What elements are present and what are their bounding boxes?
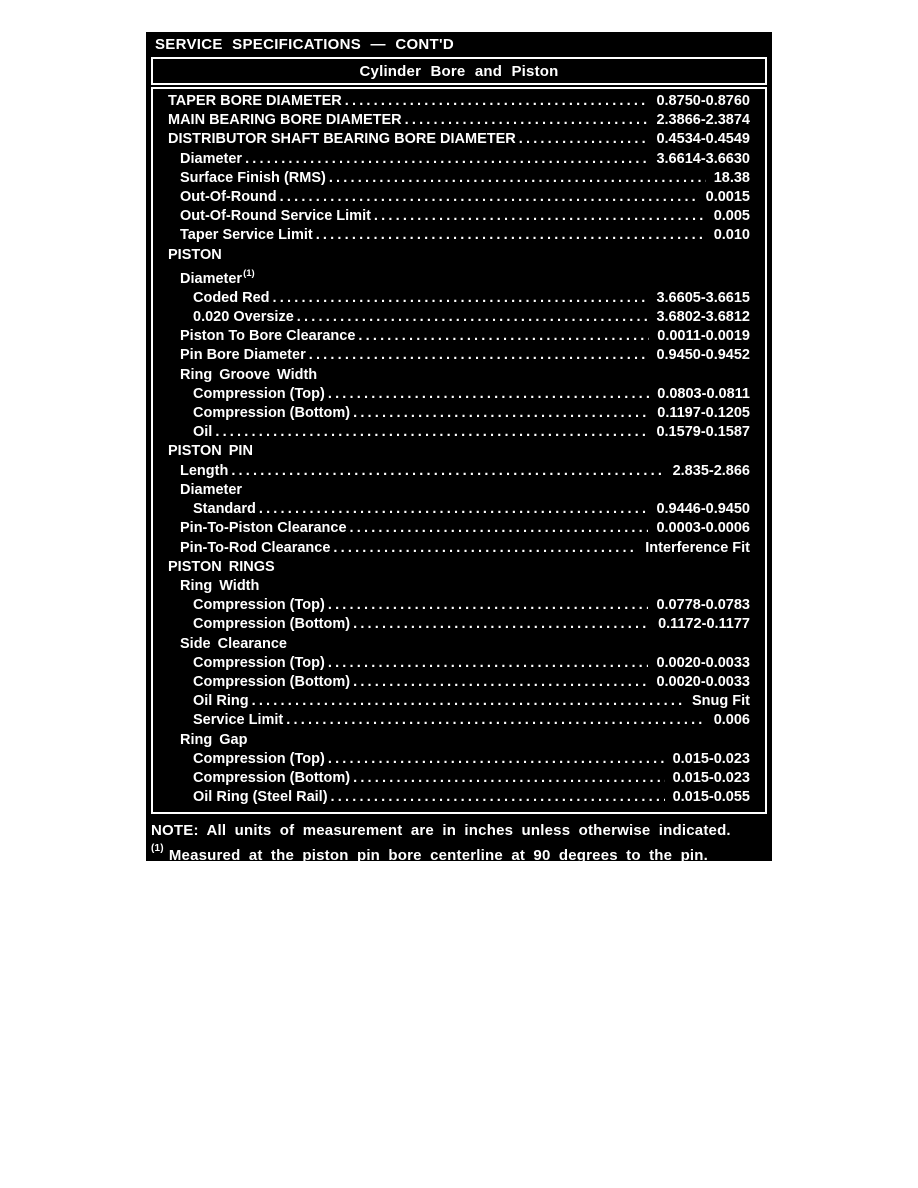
spec-value: 0.9450-0.9452 [656,347,750,364]
spec-label: Ring Width [180,577,260,594]
spec-value: 0.4534-0.4549 [656,131,750,148]
spec-footnote-ref: (1) [243,267,255,279]
spec-label: MAIN BEARING BORE DIAMETER [168,112,402,129]
spec-value: 3.6614-3.6630 [656,150,750,167]
spec-value: 2.3866-2.3874 [656,112,750,129]
spec-row [168,692,750,711]
spec-label: Surface Finish (RMS) [180,169,326,186]
spec-row [168,711,750,730]
spec-value: 0.1579-0.1587 [656,424,750,441]
spec-label: Side Clearance [180,635,287,652]
spec-row [168,615,750,634]
spec-value: 0.0011-0.0019 [657,328,750,345]
dotted-leader [328,596,649,615]
dotted-leader [405,111,649,130]
dotted-leader [519,130,649,149]
spec-label: Length [180,462,229,479]
spec-label: Compression (Bottom) [193,405,351,422]
spec-label: Standard [193,501,256,518]
spec-value: 0.0020-0.0033 [656,654,750,671]
dotted-leader [286,711,705,730]
spec-label: Pin-To-Rod Clearance [180,539,331,556]
spec-label: PISTON PIN [168,443,253,460]
spec-label: Compression (Top) [193,654,325,671]
spec-label: Ring Groove Width [180,366,318,383]
dotted-leader [280,188,698,207]
spec-label: Oil Ring [193,693,249,710]
footnote-line [151,842,767,867]
spec-row [168,635,750,654]
spec-label: Compression (Top) [193,750,325,767]
spec-row [168,423,750,442]
table-title-box [151,57,767,85]
spec-label: PISTON [168,246,222,263]
spec-row [168,596,750,615]
dotted-leader [309,346,649,365]
spec-row [168,731,750,750]
dotted-leader [353,769,665,788]
section-header-text: SERVICE SPECIFICATIONS — CONT'D [155,36,455,53]
spec-label: Pin-To-Piston Clearance [180,520,347,537]
spec-value: Interference Fit [645,539,750,556]
spec-value: 18.38 [713,169,750,186]
spec-label: Service Limit [193,712,284,729]
dotted-leader [333,539,637,558]
spec-label: Oil [193,424,213,441]
section-header-bar [151,32,767,57]
spec-value: 3.6802-3.6812 [656,309,750,326]
table-title: Cylinder Bore and Piston [359,62,559,80]
dotted-leader [328,750,665,769]
dotted-leader [316,226,706,245]
spec-row [168,150,750,169]
spec-value: 0.8750-0.8760 [656,93,750,109]
dotted-leader [345,92,649,111]
spec-label: Piston To Bore Clearance [180,328,356,345]
spec-row [168,558,750,577]
spec-row [168,442,750,461]
units-note: NOTE: All units of measurement are in inches unless otherwise indicated. [151,822,731,840]
spec-row [168,519,750,538]
spec-label: Taper Service Limit [180,227,313,244]
spec-row [168,111,750,130]
spec-row [168,673,750,692]
spec-row [168,308,750,327]
spec-row [168,92,750,111]
spec-label: TAPER BORE DIAMETER [168,93,342,109]
spec-label: Compression (Bottom) [193,769,351,786]
dotted-leader [328,654,649,673]
spec-value: Snug Fit [692,693,750,710]
dotted-leader [245,150,648,169]
dotted-leader [329,169,706,188]
spec-row [168,169,750,188]
spec-row [168,385,750,404]
spec-row [168,289,750,308]
spec-value: 0.015-0.055 [672,789,750,806]
spec-label: Ring Gap [180,731,248,748]
spec-value: 0.010 [713,227,750,244]
spec-value: 0.005 [713,208,750,225]
spec-value: 0.1172-0.1177 [658,616,750,633]
spec-row [168,539,750,558]
spec-label: Out-Of-Round [180,189,277,206]
spec-row [168,265,750,289]
service-specifications-panel [146,32,772,864]
spec-label: DISTRIBUTOR SHAFT BEARING BORE DIAMETER [168,131,516,148]
dotted-leader [252,692,684,711]
spec-label: Compression (Bottom) [193,616,351,633]
spec-value: 0.9446-0.9450 [656,501,750,518]
spec-label: Coded Red [193,289,270,306]
dotted-leader [231,462,664,481]
spec-value: 0.0803-0.0811 [657,385,750,402]
spec-row [168,346,750,365]
spec-value: 0.015-0.023 [672,769,750,786]
spec-row [168,130,750,149]
spec-value: 3.6605-3.6615 [656,289,750,306]
spec-value: 0.006 [713,712,750,729]
dotted-leader [215,423,648,442]
spec-row [168,481,750,500]
spec-value: 0.0020-0.0033 [656,673,750,690]
spec-label: Compression (Top) [193,597,325,614]
spec-row [168,404,750,423]
spec-label: Diameter [180,150,243,167]
spec-label: Oil Ring (Steel Rail) [193,789,328,806]
dotted-leader [358,327,649,346]
dotted-leader [353,404,649,423]
dotted-leader [297,308,649,327]
spec-row [168,327,750,346]
spec-value: 0.0003-0.0006 [656,520,750,537]
spec-value: 0.0015 [705,189,750,206]
spec-value: 2.835-2.866 [672,462,750,479]
spec-row [168,500,750,519]
dotted-leader [328,385,649,404]
spec-label: Diameter [180,481,243,498]
spec-label: Diameter$^{(1)}$ [180,267,255,287]
dotted-leader [273,289,649,308]
spec-label: Out-Of-Round Service Limit [180,208,371,225]
spec-row [168,788,750,807]
spec-label: Compression (Bottom) [193,673,351,690]
spec-row [168,750,750,769]
spec-label: Pin Bore Diameter [180,347,306,364]
footnote-marker: (1) [151,842,164,854]
dotted-leader [353,673,648,692]
spec-table [151,87,767,814]
footnote-text: Measured at the piston pin bore centerline at 90 degrees to the pin. [168,846,709,864]
spec-row [168,188,750,207]
spec-label: Compression (Top) [193,385,325,402]
spec-label: PISTON RINGS [168,558,275,575]
spec-row [168,654,750,673]
spec-row [168,366,750,385]
dotted-leader [331,788,665,807]
spec-value: 0.1197-0.1205 [657,405,750,422]
spec-row [168,207,750,226]
spec-label: 0.020 Oversize [193,309,294,326]
dotted-leader [374,207,706,226]
footer-notes [151,821,767,866]
spec-row [168,246,750,265]
spec-row [168,769,750,788]
spec-row [168,226,750,245]
spec-value: 0.0778-0.0783 [656,597,750,614]
dotted-leader [350,519,649,538]
spec-row [168,462,750,481]
dotted-leader [353,615,650,634]
dotted-leader [259,500,649,519]
spec-value: 0.015-0.023 [672,750,750,767]
spec-row [168,577,750,596]
